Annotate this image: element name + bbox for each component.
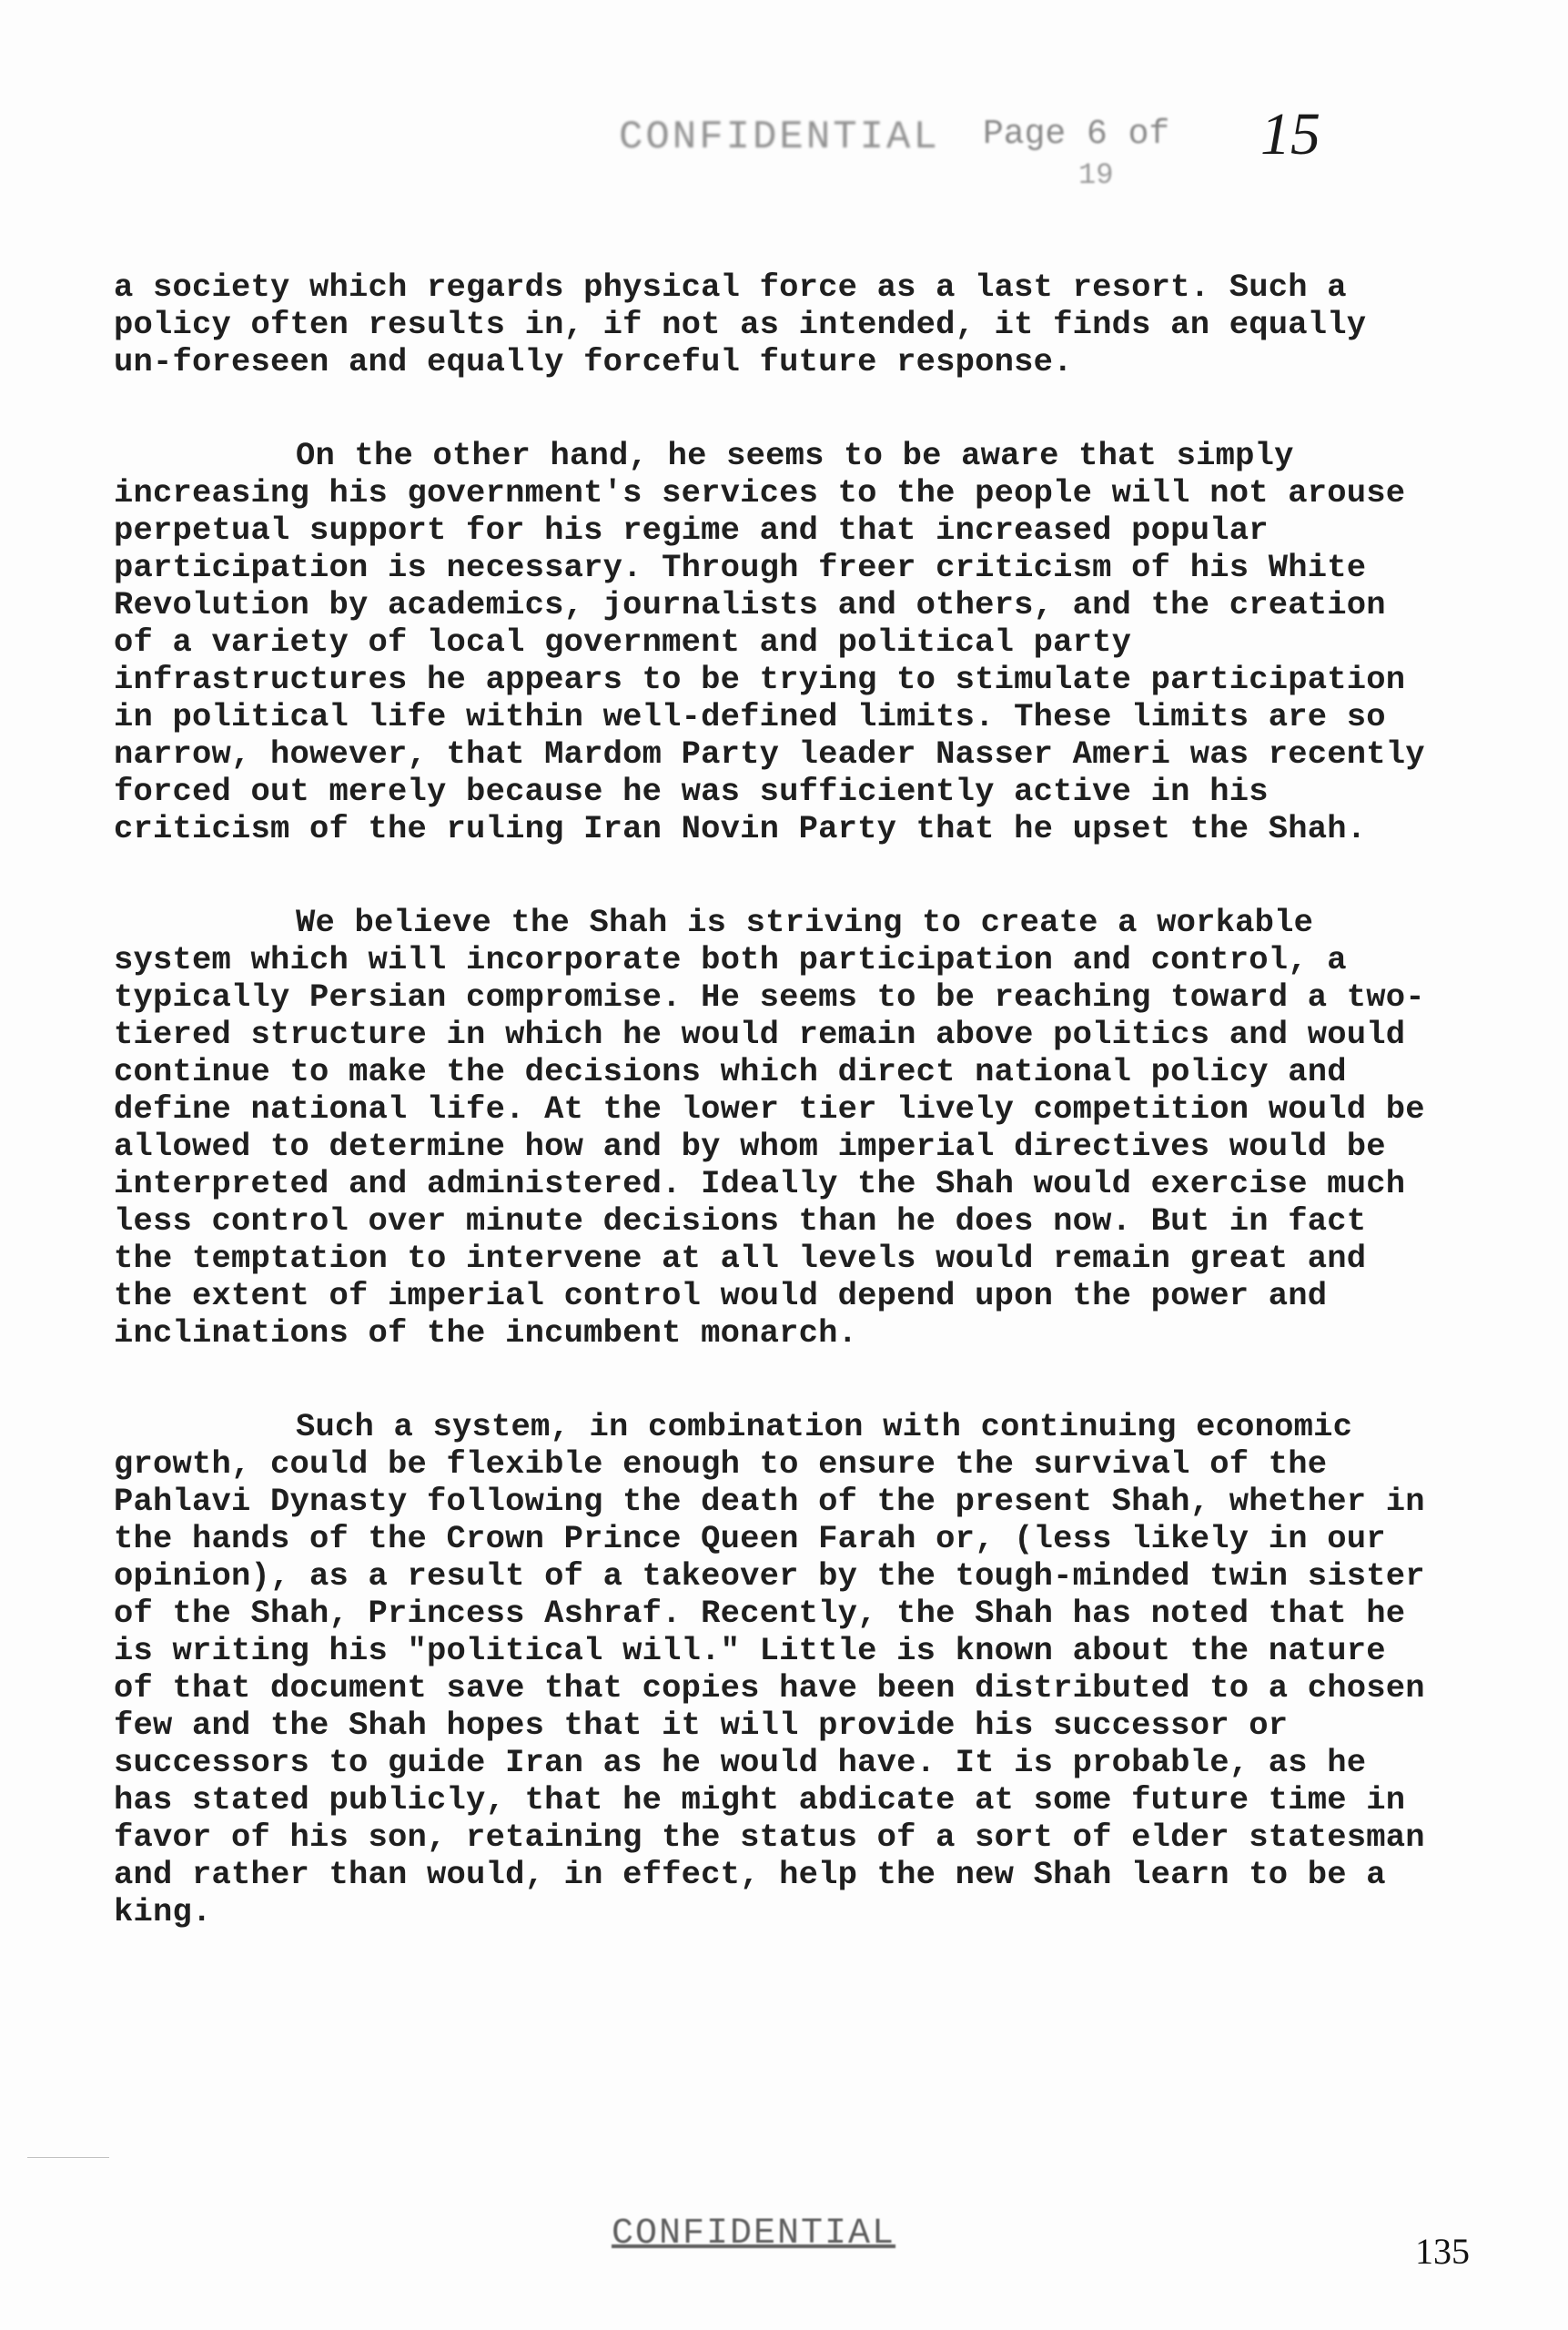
- page-header: [619, 101, 1365, 208]
- classification-marking-bottom: CONFIDENTIAL: [612, 2214, 896, 2254]
- paragraph-2: On the other hand, he seems to be aware that simply increasing his government's services to the people will not arouse perpetual support for his regime and that increased popular participation is necessary. Through freer criticism of his White Revolution by academics, journalists and others, and the creation of a variety of local government and political party infrastructures he appears to be trying to stimulate participation in political life within well-defined limits. These limits are so narrow, however, that Mardom Party leader Nasser Ameri was recently forced out merely because he was sufficiently active in his criticism of the ruling Iran Novin Party that he upset the Shah.: [114, 437, 1425, 847]
- paragraph-3: We believe the Shah is striving to create a workable system which will incorporate both participation and control, a typically Persian compromise. He seems to be reaching toward a two-tiered structure in which he would remain above politics and would continue to make the decisions which direct national policy and define national life. At the lower tier lively competition would be allowed to determine how and by whom imperial directives would be interpreted and administered. Ideally the Shah would exercise much less control over minute decisions than he does now. But in fact the temptation to intervene at all levels would remain great and the extent of imperial control would depend upon the power and inclinations of the incumbent monarch.: [114, 904, 1425, 1352]
- classification-marking-top: CONFIDENTIAL: [619, 115, 940, 160]
- handwritten-page-total: 15: [1260, 101, 1320, 167]
- document-body: [114, 268, 1442, 1987]
- page-sub-reference: 19: [1078, 158, 1114, 192]
- scan-artifact-line: [27, 2157, 109, 2158]
- paragraph-1: a society which regards physical force as a last resort. Such a policy often results in, if not as intended, it finds an equally un-foreseen and equally forceful future response.: [114, 268, 1367, 380]
- page-number: 135: [1415, 2231, 1470, 2272]
- page-reference: Page 6 of: [983, 115, 1170, 154]
- paragraph-4: Such a system, in combination with continuing economic growth, could be flexible enough to ensure the survival of the Pahlavi Dynasty following the death of the present Shah, whether in the hands of the Crown Prince Queen Farah or, (less likely in our opinion), as a result of a takeover by the tough-minded twin sister of the Shah, Princess Ashraf. Recently, the Shah has noted that he is writing his "political will." Little is known about the nature of that document save that copies have been distributed to a chosen few and the Shah hopes that it will provide his successor or successors to guide Iran as he would have. It is probable, as he has stated publicly, that he might abdicate at some future time in favor of his son, retaining the status of a sort of elder statesman and rather than would, in effect, help the new Shah learn to be a king.: [114, 1408, 1425, 1930]
